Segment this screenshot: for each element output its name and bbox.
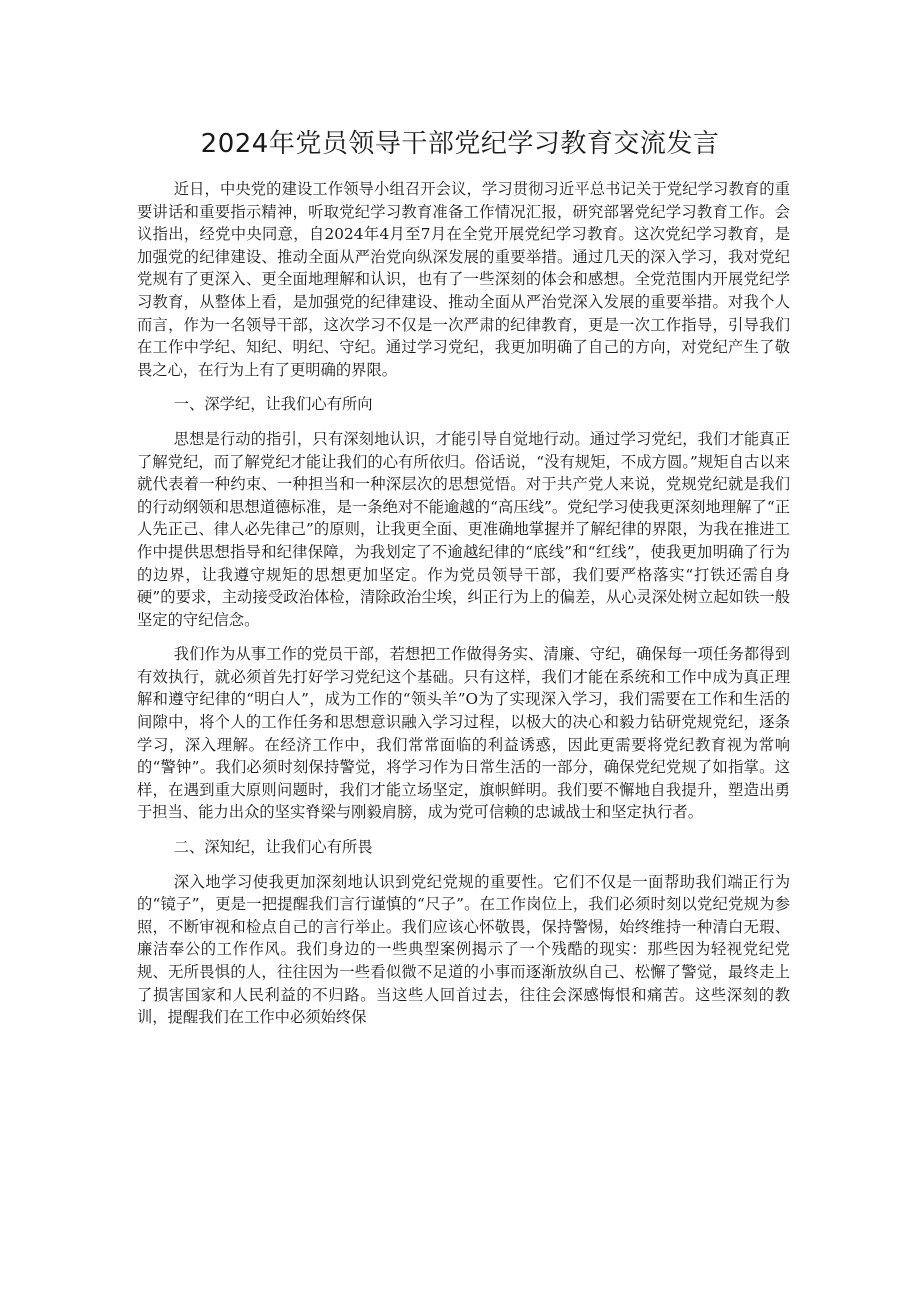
document-body (137, 178, 790, 1041)
paragraph-section2-a: 深入地学习使我更加深刻地认识到党纪党规的重要性。它们不仅是一面帮助我们端正行为的“镜子”，更是一把提醒我们言行谨慎的“尺子”。在工作岗位上，我们必须时刻以党纪党规为参照，不断审视和检点自己的言行举止。我们应该心怀敬畏，保持警惕，始终维持一种清白无瑕、廉洁奉公的工作作风。我们身边的一些典型案例揭示了一个残酷的现实：那些因为轻视党纪党规、无所畏惧的人，往往因为一些看似微不足道的小事而逐渐放纵自己、松懈了警觉，最终走上了损害国家和人民利益的不归路。当这些人回首过去，往往会深感悔恨和痛苦。这些深刻的教训，提醒我们在工作中必须始终保 (137, 872, 790, 1027)
document-title: 2024年党员领导干部党纪学习教育交流发言 (200, 129, 720, 159)
section-heading-2: 二、深知纪，让我们心有所畏 (173, 838, 373, 857)
section-heading-1: 一、深学纪，让我们心有所向 (173, 395, 373, 414)
paragraph-section1-a: 思想是行动的指引，只有深刻地认识，才能引导自觉地行动。通过学习党纪，我们才能真正了解党纪，而了解党纪才能让我们的心有所依归。俗话说，“没有规矩，不成方圆。”规矩自古以来就代表着一种约束、一种担当和一种深层次的思想觉悟。对于共产党人来说，党规党纪就是我们的行动纲领和思想道德标准，是一条绝对不能逾越的“高压线”。党纪学习使我更深刻地理解了“正人先正己、律人必先律己”的原则，让我更全面、更准确地掌握并了解纪律的界限，为我在推进工作中提供思想指导和纪律保障，为我划定了不逾越纪律的“底线”和“红线”，使我更加明确了行为的边界，让我遵守规矩的思想更加坚定。作为党员领导干部，我们要严格落实“打铁还需自身硬”的要求，主动接受政治体检，清除政治尘埃，纠正行为上的偏差，从心灵深处树立起如铁一般坚定的守纪信念。 (137, 429, 790, 629)
paragraph-section1-b: 我们作为从事工作的党员干部，若想把工作做得务实、清廉、守纪，确保每一项任务都得到有效执行，就必须首先打好学习党纪这个基础。只有这样，我们才能在系统和工作中成为真正理解和遵守纪律的“明白人”，成为工作的“领头羊”O为了实现深入学习，我们需要在工作和生活的间隙中，将个人的工作任务和思想意识融入学习过程，以极大的决心和毅力钻研党规党纪，逐条学习，深入理解。在经济工作中，我们常常面临的利益诱惑，因此更需要将党纪教育视为常响的“警钟”。我们必须时刻保持警觉，将学习作为日常生活的一部分，确保党纪党规了如指掌。这样，在遇到重大原则问题时，我们才能立场坚定，旗帜鲜明。我们要不懈地自我提升，塑造出勇于担当、能力出众的坚实脊梁与刚毅肩膀，成为党可信赖的忠诚战士和坚定执行者。 (137, 645, 790, 822)
paragraph-intro: 近日，中央党的建设工作领导小组召开会议，学习贯彻习近平总书记关于党纪学习教育的重要讲话和重要指示精神，听取党纪学习教育准备工作情况汇报，研究部署党纪学习教育工作。会议指出，经党中央同意，自2024年4月至7月在全党开展党纪学习教育。这次党纪学习教育，是加强党的纪律建设、推动全面从严治党向纵深发展的重要举措。通过几天的深入学习，我对党纪党规有了更深入、更全面地理解和认识，也有了一些深刻的体会和感想。全党范围内开展党纪学习教育，从整体上看，是加强党的纪律建设、推动全面从严治党深入发展的重要举措。对我个人而言，作为一名领导干部，这次学习不仅是一次严肃的纪律教育，更是一次工作指导，引导我们在工作中学纪、知纪、明纪、守纪。通过学习党纪，我更加明确了自己的方向，对党纪产生了敬畏之心，在行为上有了更明确的界限。 (137, 180, 790, 379)
